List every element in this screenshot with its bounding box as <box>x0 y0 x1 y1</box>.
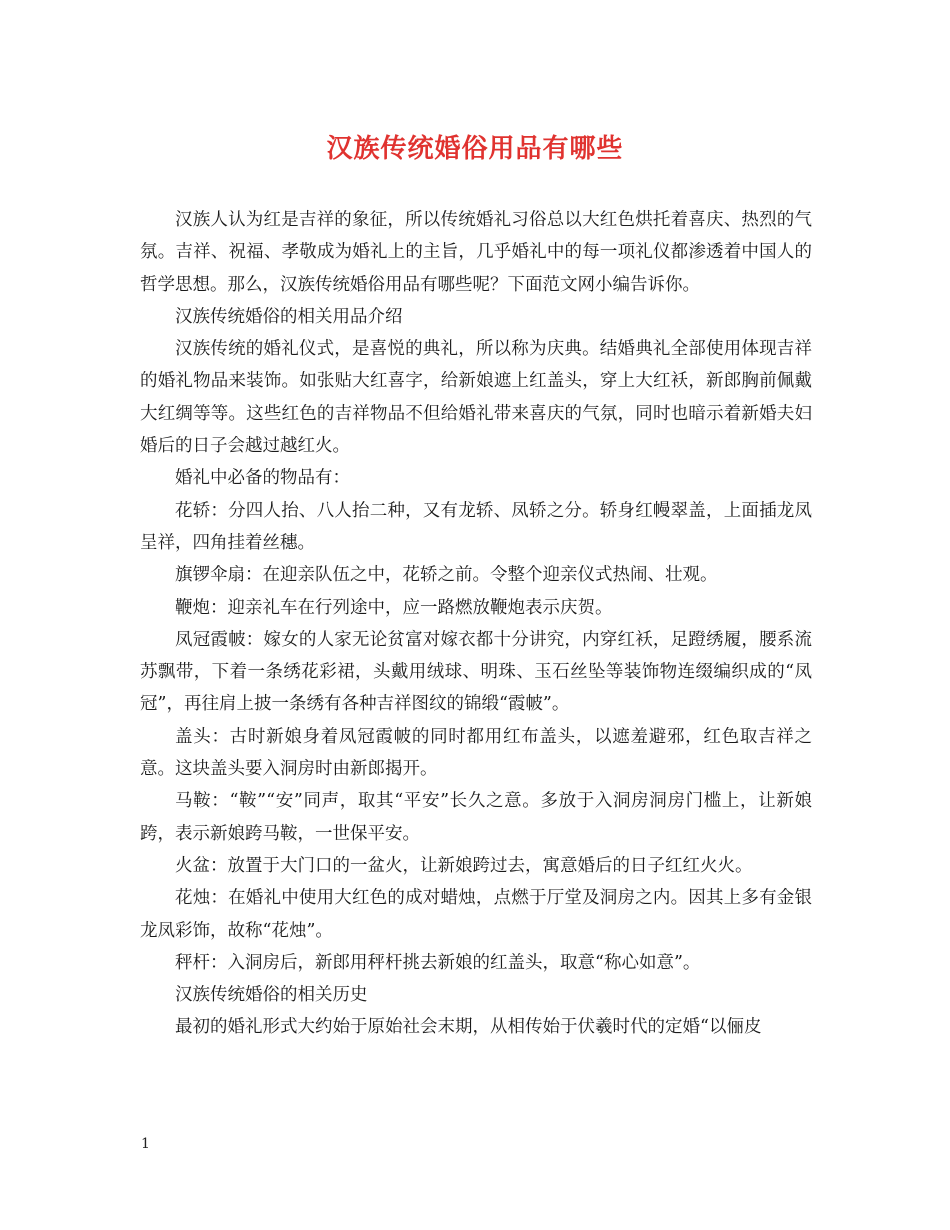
list-item-gaitou: 盖头：古时新娘身着凤冠霞帔的同时都用红布盖头，以遮羞避邪，红色取吉祥之意。这块盖头要入洞房时由新郎揭开。 <box>140 726 812 780</box>
page-number: 1 <box>141 1136 150 1152</box>
list-item-huazhu: 花烛：在婚礼中使用大红色的成对蜡烛，点燃于厅堂及洞房之内。因其上多有金银龙凤彩饰，故称“花烛”。 <box>140 888 812 941</box>
document-title: 汉族传统婚俗用品有哪些 <box>326 134 624 164</box>
list-item-qiluosanshan: 旗锣伞扇：在迎亲队伍之中，花轿之前。令整个迎亲仪式热闹、壮观。 <box>175 565 718 586</box>
list-item-maan: 马鞍：“鞍”“安”同声，取其“平安”长久之意。多放于入洞房洞房门槛上，让新娘跨，表示新娘跨马鞍，一世保平安。 <box>140 791 812 844</box>
list-item-chenggan: 秤杆：入洞房后，新郎用秤杆挑去新娘的红盖头，取意“称心如意”。 <box>175 952 701 973</box>
list-item-bianpao: 鞭炮：迎亲礼车在行列途中，应一路燃放鞭炮表示庆贺。 <box>175 597 613 618</box>
document-body <box>140 204 812 1044</box>
paragraph: 最初的婚礼形式大约始于原始社会末期，从相传始于伏羲时代的定婚“以俪皮 <box>175 1017 762 1038</box>
list-item-huopen: 火盆：放置于大门口的一盆火，让新娘跨过去，寓意婚后的日子红红火火。 <box>175 855 753 876</box>
paragraph: 婚礼中必备的物品有： <box>175 468 350 489</box>
list-item-huajiao: 花轿：分四人抬、八人抬二种，又有龙轿、凤轿之分。轿身红幔翠盖，上面插龙凤呈祥，四角挂着丝穗。 <box>140 500 812 553</box>
paragraph: 汉族人认为红是吉祥的象征，所以传统婚礼习俗总以大红色烘托着喜庆、热烈的气氛。吉祥、祝福、孝敬成为婚礼上的主旨，几乎婚礼中的每一项礼仪都渗透着中国人的哲学思想。那么，汉族传统婚俗用品有哪些呢？下面范文网小编告诉你。 <box>140 210 812 295</box>
section-heading: 汉族传统婚俗的相关用品介绍 <box>175 306 403 327</box>
paragraph: 汉族传统的婚礼仪式，是喜悦的典礼，所以称为庆典。结婚典礼全部使用体现吉祥的婚礼物品来装饰。如张贴大红喜字，给新娘遮上红盖头，穿上大红袄，新郎胸前佩戴大红绸等等。这些红色的吉祥物品不但给婚礼带来喜庆的气氛，同时也暗示着新婚夫妇婚后的日子会越过越红火。 <box>140 339 812 457</box>
section-heading: 汉族传统婚俗的相关历史 <box>175 985 368 1006</box>
list-item-fengguanxiapei: 凤冠霞帔：嫁女的人家无论贫富对嫁衣都十分讲究，内穿红袄，足蹬绣履，腰系流苏飘带，下着一条绣花彩裙，头戴用绒球、明珠、玉石丝坠等装饰物连缀编织成的“凤冠”，再往肩上披一条绣有各种吉祥图纹的锦缎“霞帔”。 <box>140 629 812 715</box>
